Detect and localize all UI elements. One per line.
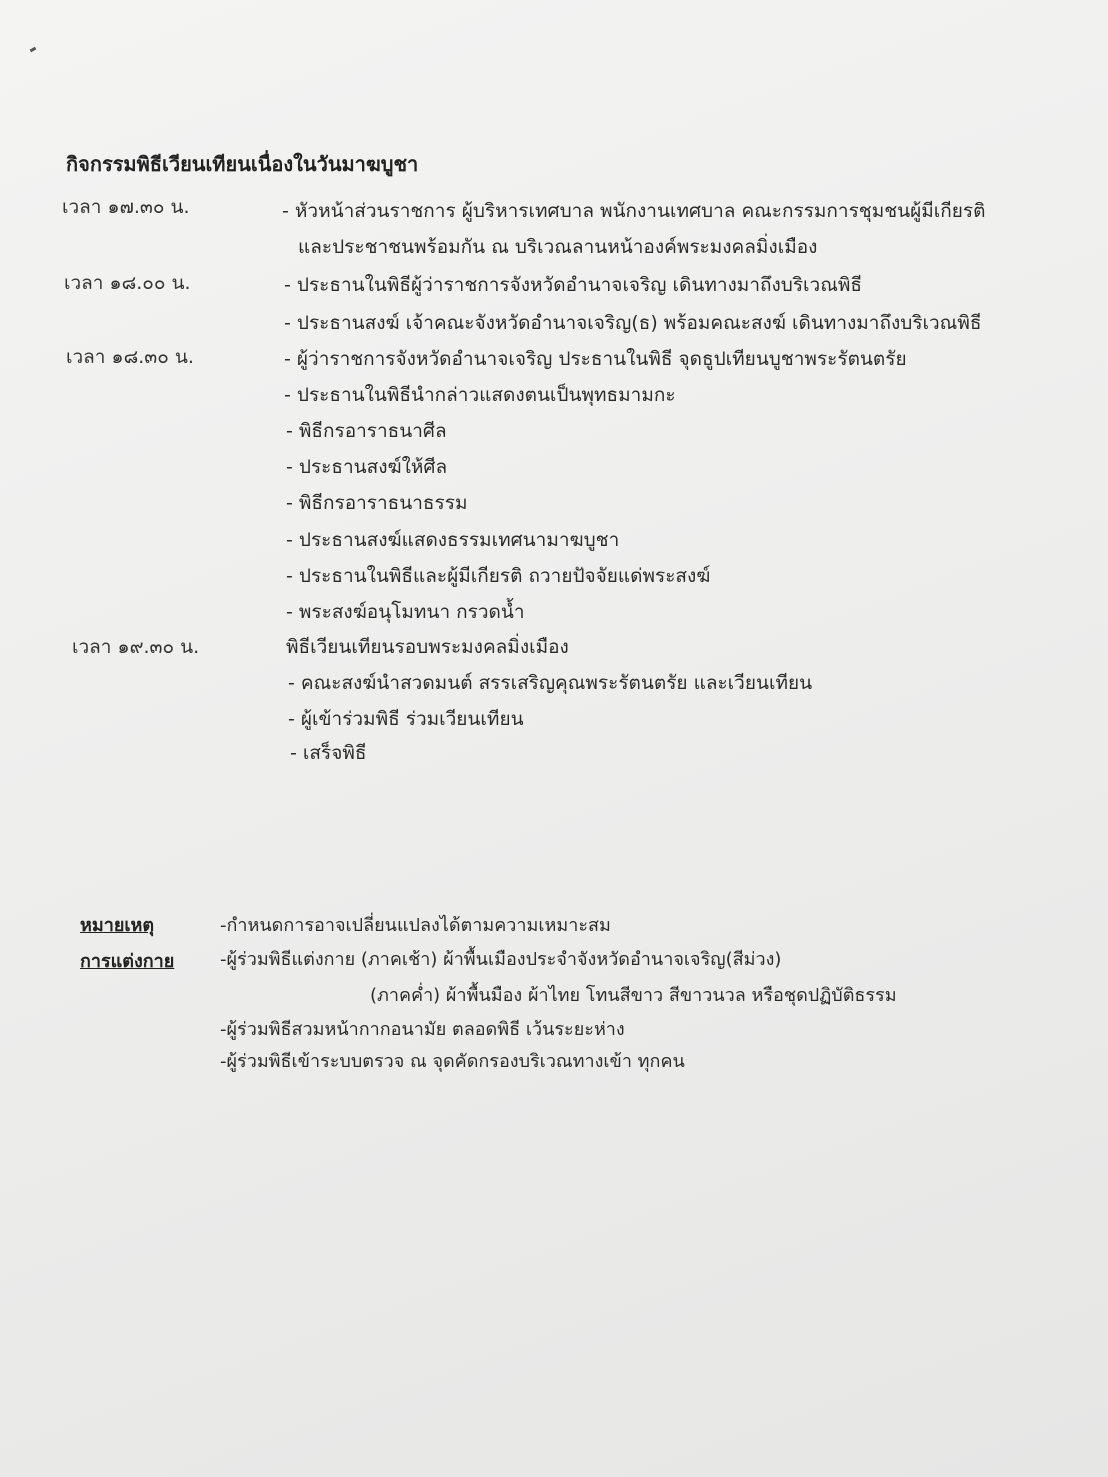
dress-line: (ภาคค่ำ) ผ้าพื้นมือง ผ้าไทย โทนสีขาว สีขาวนวล หรือชุดปฏิบัติธรรม: [370, 985, 897, 1006]
pen-mark: [30, 47, 37, 53]
schedule-item: - ประธานสงฆ์ เจ้าคณะจังหวัดอำนาจเจริญ(ธ) พร้อมคณะสงฆ์ เดินทางมาถึงบริเวณพิธี: [284, 312, 982, 334]
schedule-time: เวลา ๑๗.๓๐ น.: [62, 196, 190, 218]
schedule-time: เวลา ๑๘.๓๐ น.: [66, 346, 194, 368]
schedule-item: - เสร็จพิธี: [290, 742, 367, 764]
dress-line: -ผู้ร่วมพิธีสวมหน้ากากอนามัย ตลอดพิธี เว้นระยะห่าง: [220, 1019, 625, 1040]
dress-line: -ผู้ร่วมพิธีเข้าระบบตรวจ ณ จุดคัดกรองบริเวณทางเข้า ทุกคน: [220, 1051, 685, 1072]
schedule-item: - ประธานในพิธีผู้ว่าราชการจังหวัดอำนาจเจริญ เดินทางมาถึงบริเวณพิธี: [284, 274, 862, 296]
schedule-item: - คณะสงฆ์นำสวดมนต์ สรรเสริญคุณพระรัตนตรัย และเวียนเทียน: [288, 672, 813, 694]
remark-label: หมายเหตุ: [80, 915, 155, 936]
schedule-item: - ผู้เข้าร่วมพิธี ร่วมเวียนเทียน: [288, 708, 524, 730]
schedule-item: - พิธีกรอาราธนาธรรม: [286, 492, 468, 514]
schedule-time: เวลา ๑๙.๓๐ น.: [72, 636, 200, 658]
remark-text: -กำหนดการอาจเปลี่ยนแปลงได้ตามความเหมาะสม: [220, 915, 611, 936]
schedule-item: - ประธานสงฆ์ให้ศีล: [286, 456, 448, 478]
document-title: กิจกรรมพิธีเวียนเทียนเนื่องในวันมาฆบูชา: [66, 152, 419, 176]
schedule-item: - ประธานในพิธีและผู้มีเกียรติ ถวายปัจจัยแด่พระสงฆ์: [286, 565, 711, 587]
schedule-item: - ผู้ว่าราชการจังหวัดอำนาจเจริญ ประธานในพิธี จุดธูปเทียนบูชาพระรัตนตรัย: [284, 348, 907, 370]
schedule-time: เวลา ๑๘.๐๐ น.: [64, 272, 191, 294]
schedule-item: - หัวหน้าส่วนราชการ ผู้บริหารเทศบาล พนักงานเทศบาล คณะกรรมการชุมชนผู้มีเกียรติ: [282, 200, 986, 222]
schedule-item: และประชาชนพร้อมกัน ณ บริเวณลานหน้าองค์พระมงคลมิ่งเมือง: [298, 236, 818, 258]
schedule-item: - ประธานสงฆ์แสดงธรรมเทศนามาฆบูชา: [286, 529, 620, 551]
dress-label: การแต่งกาย: [80, 951, 175, 972]
schedule-item: - พระสงฆ์อนุโมทนา กรวดน้ำ: [286, 601, 525, 623]
schedule-item: - ประธานในพิธีนำกล่าวแสดงตนเป็นพุทธมามกะ: [284, 384, 676, 406]
schedule-item: พิธีเวียนเทียนรอบพระมงคลมิ่งเมือง: [286, 636, 569, 658]
schedule-item: - พิธีกรอาราธนาศีล: [286, 420, 447, 442]
dress-line: -ผู้ร่วมพิธีแต่งกาย (ภาคเช้า) ผ้าพื้นเมืองประจำจังหวัดอำนาจเจริญ(สีม่วง): [220, 949, 782, 970]
